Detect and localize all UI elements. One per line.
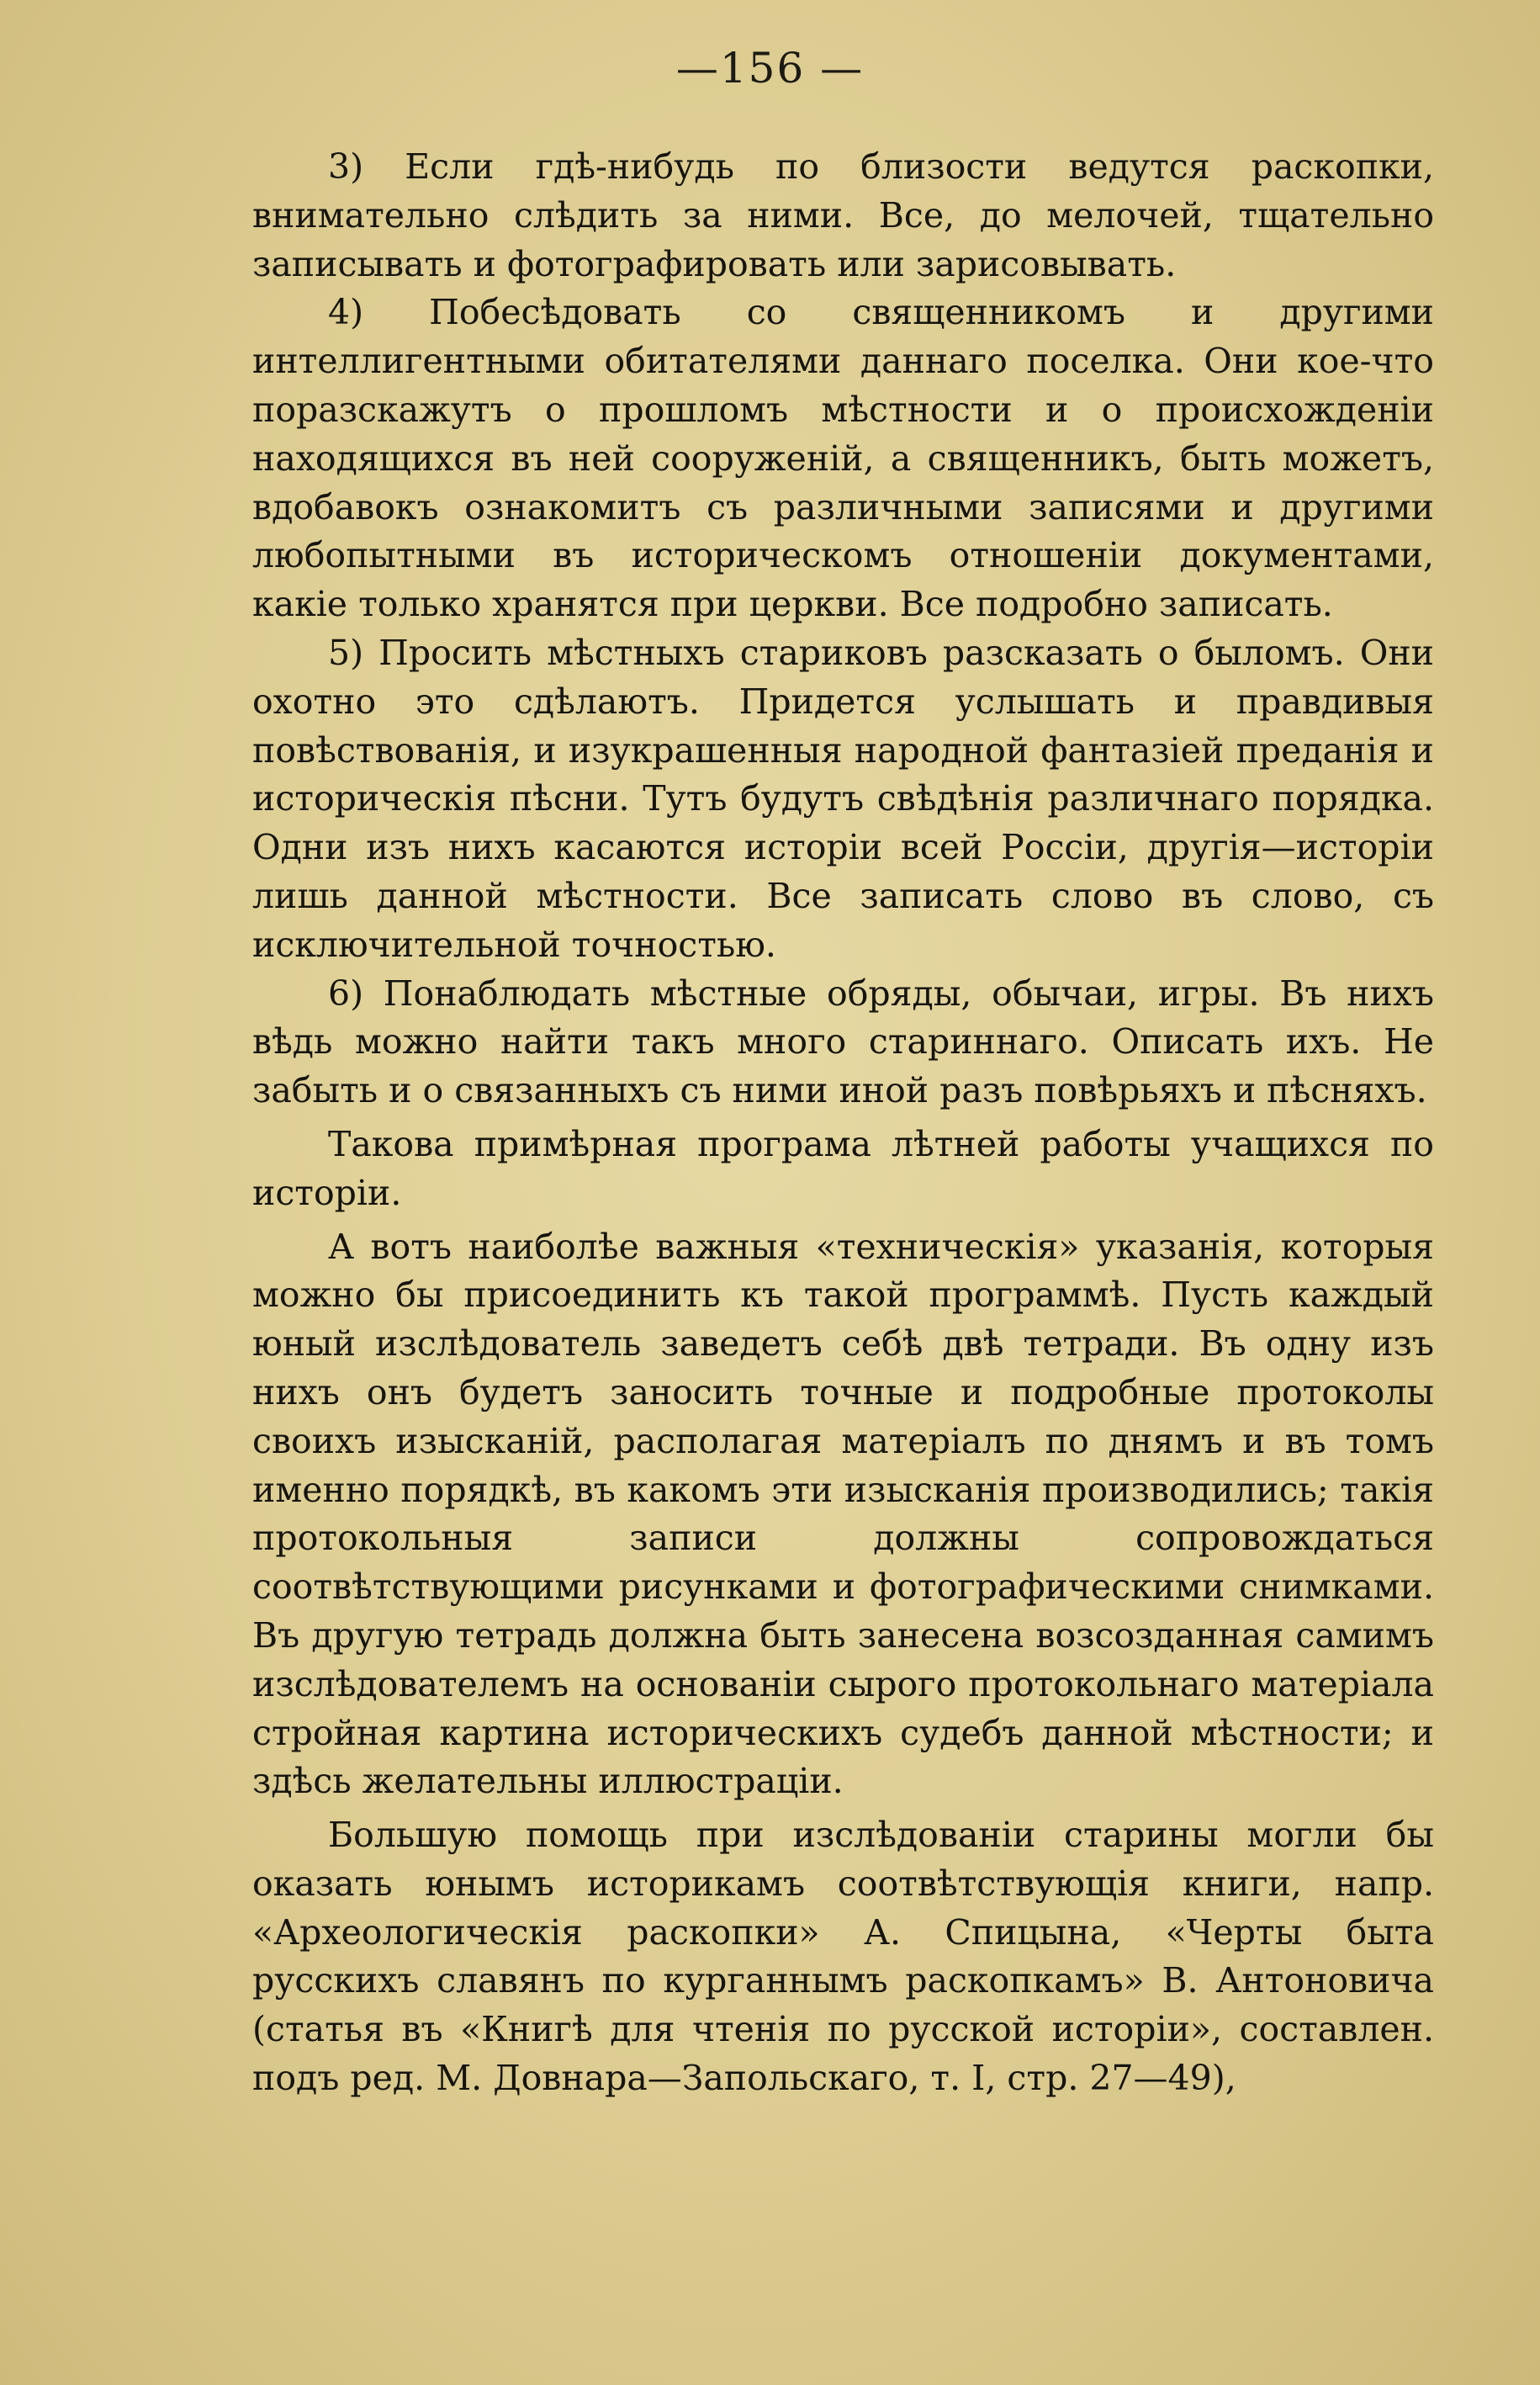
paragraph-technical-instructions: А вотъ наиболѣе важныя «техническія» указанія, которыя можно бы присоединить къ такой программѣ. Пусть каждый юный изслѣдователь заведетъ себѣ двѣ тетради. Въ одну изъ нихъ онъ будетъ заносить точные и подробные протоколы своихъ изысканій, располагая матеріалъ по днямъ и въ томъ именно порядкѣ, въ какомъ эти изысканія производились; такія протокольныя записи должны сопровождаться соотвѣтствующими рисунками и фотографическими снимками. Въ другую тетрадь должна быть занесена возсозданная самимъ изслѣдователемъ на основаніи сырого протокольнаго матеріала стройная картина историческихъ судебъ данной мѣстности; и здѣсь желательны иллюстраціи. [252, 1226, 1434, 1802]
page-number: —156 — [675, 44, 865, 93]
paragraph-item-3: 3) Если гдѣ-нибудь по близости ведутся раскопки, внимательно слѣдить за ними. Все, до мелочей, тщательно записывать и фотографировать или зарисовывать. [252, 146, 1434, 284]
paragraph-item-5: 5) Просить мѣстныхъ стариковъ разсказать о быломъ. Они охотно это сдѣлаютъ. Придется услышать и правдивыя повѣствованія, и изукрашенныя народной фантазіей преданія и историческія пѣсни. Тутъ будутъ свѣдѣнія различнаго порядка. Одни изъ нихъ касаются исторіи всей Россіи, другія—исторіи лишь данной мѣстности. Все записать слово въ слово, съ исключительной точностью. [252, 632, 1434, 965]
paragraph-recommended-books: Большую помощь при изслѣдованіи старины могли бы оказать юнымъ историкамъ соотвѣтствующія книги, напр. «Археологическія раскопки» А. Спицына, «Черты быта русскихъ славянъ по курганнымъ раскопкамъ» В. Антоновича (статья въ «Книгѣ для чтенія по русской исторіи», составлен. подъ ред. М. Довнара—Запольскаго, т. I, стр. 27—49), [252, 1815, 1434, 2099]
body-text [252, 143, 1434, 2103]
paragraph-item-4: 4) Побесѣдовать со священникомъ и другими интеллигентными обитателями даннаго поселка. Они кое-что поразскажутъ о прошломъ мѣстности и о происхожденіи находящихся въ ней сооруженій, а священникъ, быть можетъ, вдобавокъ ознакомитъ съ различными записями и другими любопытными въ историческомъ отношеніи документами, какіе только хранятся при церкви. Все подробно записать. [252, 292, 1434, 625]
paragraph-program-summary: Такова примѣрная програма лѣтней работы учащихся по исторіи. [252, 1123, 1434, 1213]
paragraph-item-6: 6) Понаблюдать мѣстные обряды, обычаи, игры. Въ нихъ вѣдь можно найти такъ много стариннаго. Описать ихъ. Не забыть и о связанныхъ съ ними иной разъ повѣрьяхъ и пѣсняхъ. [252, 973, 1434, 1111]
